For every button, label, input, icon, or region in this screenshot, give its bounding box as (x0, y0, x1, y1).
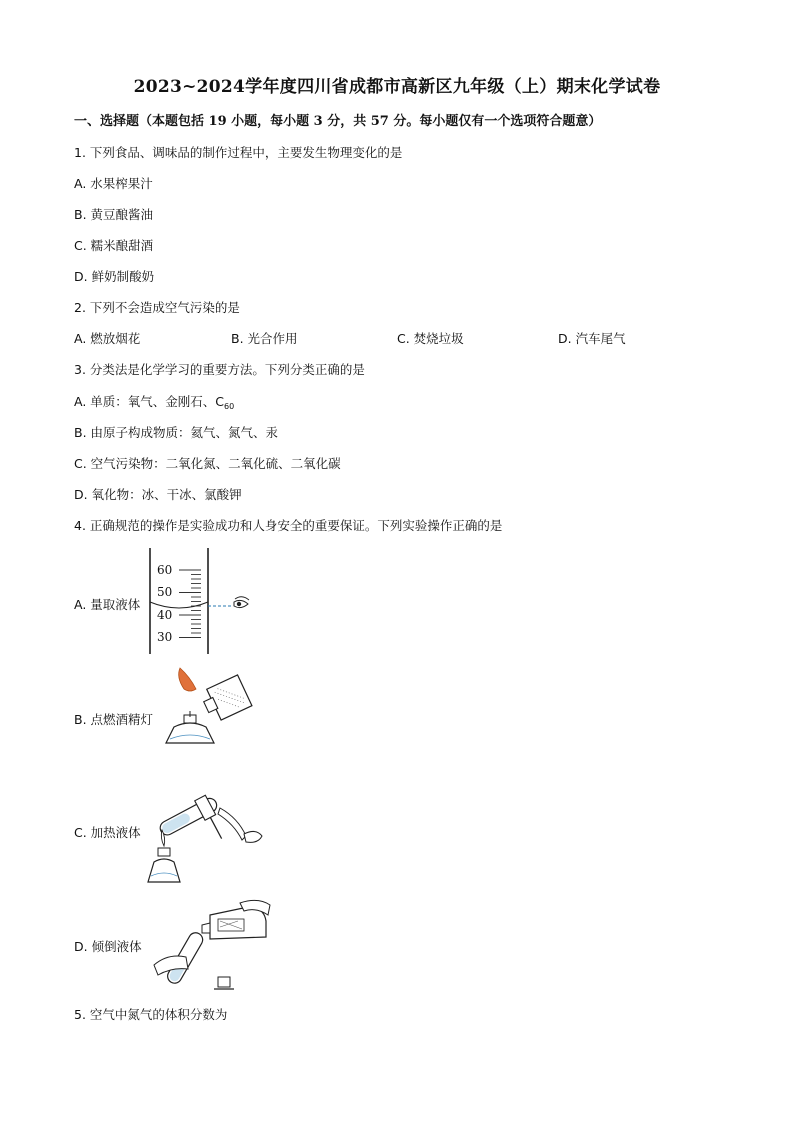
question-3-stem: 3. 分类法是化学学习的重要方法。下列分类正确的是 (74, 362, 365, 377)
question-1-stem: 1. 下列食品、调味品的制作过程中，主要发生物理变化的是 (74, 145, 403, 160)
question-2-option-b: B. 光合作用 (231, 331, 298, 346)
cylinder-mark-50: 50 (157, 585, 173, 599)
question-2-stem: 2. 下列不会造成空气污染的是 (74, 300, 240, 315)
question-1-option-c: C. 糯米酿甜酒 (74, 238, 154, 253)
alcohol-lamp-lighting-figure (160, 665, 260, 745)
question-3-option-d: D. 氧化物：冰、干冰、氯酸钾 (74, 487, 242, 502)
question-3-option-b: B. 由原子构成物质：氦气、氮气、汞 (74, 425, 279, 440)
cylinder-mark-30: 30 (157, 630, 173, 644)
question-4-option-c: C. 加热液体 (74, 825, 141, 840)
measuring-cylinder-figure (145, 548, 255, 658)
question-3-option-a-text: A. 单质：氧气、金刚石、C (74, 394, 225, 409)
question-2-option-d: D. 汽车尾气 (558, 331, 626, 346)
question-1-option-a: A. 水果榨果汁 (74, 176, 153, 191)
cylinder-mark-40: 40 (157, 608, 173, 622)
question-4-stem: 4. 正确规范的操作是实验成功和人身安全的重要保证。下列实验操作正确的是 (74, 518, 503, 533)
question-4-option-b: B. 点燃酒精灯 (74, 712, 154, 727)
question-2-option-c: C. 焚烧垃圾 (397, 331, 464, 346)
exam-title: 2023~2024学年度四川省成都市高新区九年级（上）期末化学试卷 (133, 77, 661, 97)
heating-liquid-figure (148, 778, 268, 888)
question-4-option-d: D. 倾倒液体 (74, 939, 142, 954)
eye-icon (234, 597, 249, 608)
section-heading: 一、选择题（本题包括 19 小题，每小题 3 分，共 57 分。每小题仅有一个选项符合题意） (74, 114, 602, 129)
question-3-option-c: C. 空气污染物：二氧化氮、二氧化硫、二氧化碳 (74, 456, 341, 471)
subscript-60: 60 (224, 402, 235, 411)
cylinder-mark-60: 60 (157, 563, 173, 577)
question-2-option-a: A. 燃放烟花 (74, 331, 141, 346)
question-1-option-d: D. 鲜奶制酸奶 (74, 269, 155, 284)
question-5-stem: 5. 空气中氮气的体积分数为 (74, 1007, 228, 1022)
pouring-liquid-figure (148, 895, 278, 1000)
question-3-option-a (74, 392, 234, 411)
question-1-option-b: B. 黄豆酿酱油 (74, 207, 154, 222)
question-4-option-a: A. 量取液体 (74, 597, 141, 612)
